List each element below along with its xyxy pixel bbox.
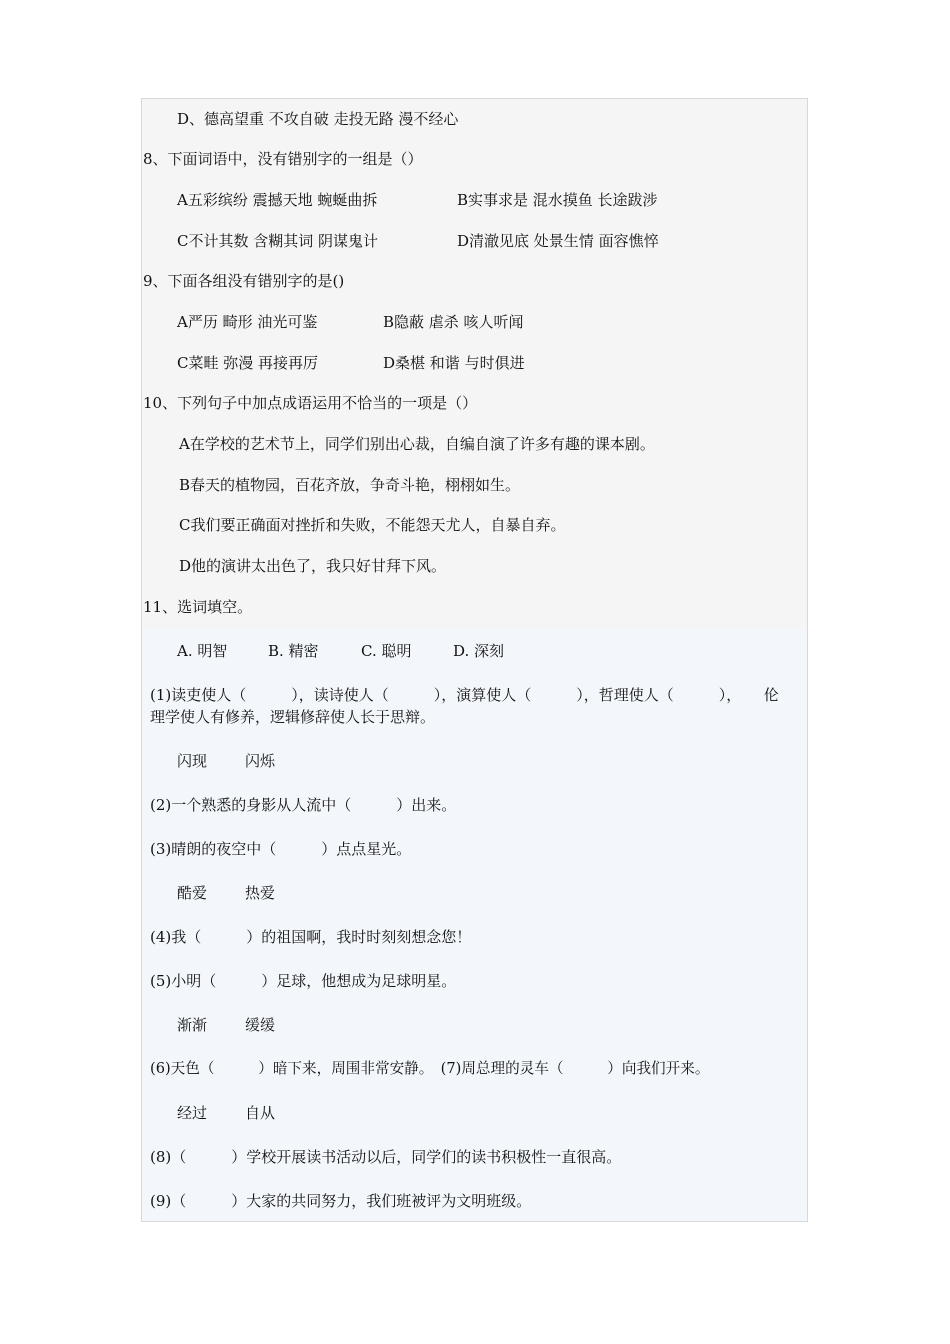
sentence-6-7: (6)天色（ ）暗下来，周围非常安静。 (7)周总理的灵车（ ）向我们开来。 — [150, 1060, 710, 1077]
word-group-2-a: 闪现 — [177, 752, 208, 770]
word-group-4-a: 渐渐 — [177, 1016, 208, 1034]
q9-option-c: C菜畦 弥漫 再接再厉 — [177, 354, 319, 372]
word-option-a: A. 明智 — [177, 642, 228, 660]
sentence-9: (9)（ ）大家的共同努力，我们班被评为文明班级。 — [150, 1192, 532, 1210]
q10-option-a: A在学校的艺术节上，同学们别出心裁，自编自演了许多有趣的课本剧。 — [179, 435, 655, 453]
word-option-b: B. 精密 — [268, 642, 319, 660]
q10-option-c: C我们要正确面对挫折和失败，不能怨天尤人，自暴自弃。 — [179, 516, 566, 534]
word-group-3-a: 酷爱 — [177, 884, 208, 902]
word-group-2-b: 闪烁 — [245, 752, 276, 770]
sentence-5: (5)小明（ ）足球，他想成为足球明星。 — [150, 972, 457, 990]
q10-option-b: B春天的植物园，百花齐放，争奇斗艳，栩栩如生。 — [179, 476, 521, 494]
question-9: 9、下面各组没有错别字的是() — [143, 272, 345, 290]
sentence-2: (2)一个熟悉的身影从人流中（ ）出来。 — [150, 796, 457, 814]
q9-option-d: D桑椹 和谐 与时俱进 — [383, 354, 525, 372]
q9-option-a: A严历 畸形 油光可鉴 — [177, 313, 318, 331]
q8-option-c: C不计其数 含糊其词 阴谋鬼计 — [177, 232, 379, 250]
question-8: 8、下面词语中，没有错别字的一组是（） — [143, 150, 423, 168]
word-group-3-b: 热爱 — [245, 884, 276, 902]
q8-option-b: B实事求是 混水摸鱼 长途跋涉 — [457, 191, 658, 209]
q10-option-d: D他的演讲太出色了，我只好甘拜下风。 — [179, 557, 447, 575]
sentence-3: (3)晴朗的夜空中（ ）点点星光。 — [150, 840, 412, 858]
question-10: 10、下列句子中加点成语运用不恰当的一项是（） — [143, 394, 478, 412]
sentence-4: (4)我（ ）的祖国啊，我时时刻刻想念您！ — [150, 928, 472, 946]
q8-option-d: D清澈见底 处景生情 面容憔悴 — [457, 232, 659, 250]
q8-option-a: A五彩缤纷 震撼天地 蜿蜒曲拆 — [177, 191, 378, 209]
word-group-5-a: 经过 — [177, 1104, 208, 1122]
sentence-8: (8)（ ）学校开展读书活动以后，同学们的读书积极性一直很高。 — [150, 1148, 622, 1166]
word-group-5-b: 自从 — [245, 1104, 276, 1122]
sentence-1: (1)读吏使人（ ），读诗使人（ ），演算使人（ ），哲理使人（ ）， 伦理学使人有修养，逻辑修辞使人长于思辩。 — [150, 686, 779, 726]
word-group-4-b: 缓缓 — [245, 1016, 276, 1034]
option-d-prev: D、德高望重 不攻自破 走投无路 漫不经心 — [177, 110, 459, 128]
question-11: 11、选词填空。 — [143, 598, 253, 616]
word-option-c: C. 聪明 — [361, 642, 412, 660]
q9-option-b: B隐蔽 虐杀 咳人听闻 — [383, 313, 524, 331]
word-option-d: D. 深刻 — [453, 642, 505, 660]
